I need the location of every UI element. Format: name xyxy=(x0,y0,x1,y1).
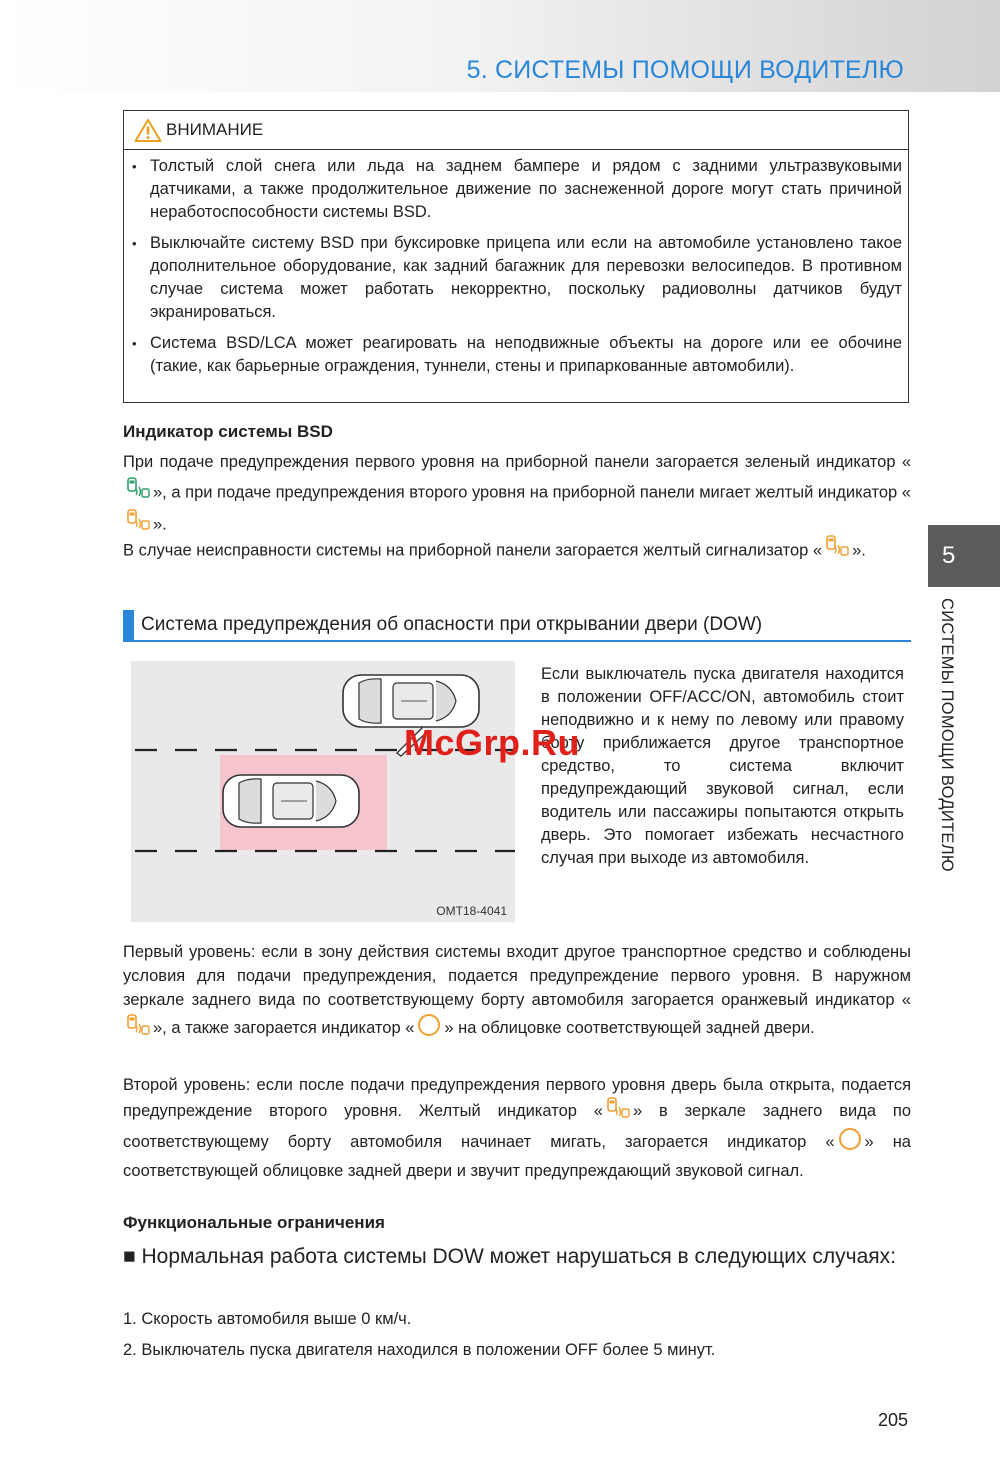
approaching-car xyxy=(223,775,359,827)
dow-section-title xyxy=(123,610,911,642)
page-header xyxy=(0,0,1000,92)
road-diagram xyxy=(131,661,515,922)
level-text: » на соответствующей облицовке задней двери и звучит предупреждающий звуковой сигнал. xyxy=(123,1132,911,1180)
bsd-text: При подаче предупреждения первого уровня на приборной панели загорается зеленый индикатор « xyxy=(123,453,911,471)
door-ring-indicator-icon xyxy=(416,1012,442,1045)
limit-item: 1. Скорость автомобиля выше 0 км/ч. xyxy=(123,1310,412,1328)
door-ring-indicator-icon xyxy=(837,1126,863,1159)
bsd-green-indicator-icon xyxy=(125,477,151,509)
level-text: » в зеркале заднего вида по соответствующему борту автомобиля начинает мигать, загорается индикатор « xyxy=(123,1101,911,1151)
chapter-title: 5. СИСТЕМЫ ПОМОЩИ ВОДИТЕЛЮ xyxy=(466,56,904,84)
bsd-malfunction-indicator-icon xyxy=(824,535,850,567)
bsd-text: ». xyxy=(852,541,866,560)
figure-code: OMT18-4041 xyxy=(436,904,507,918)
bsd-text: В случае неисправности системы на приборной панели загорается желтый сигнализатор « xyxy=(123,541,823,560)
warning-list xyxy=(124,150,908,378)
warning-item: • Система BSD/LCA может реагировать на неподвижные объекты на дороге или ее обочине (такие, как барьерные ограждения, туннели, стены и припаркованные автомобили). xyxy=(150,332,902,378)
section-accent-bar xyxy=(123,610,134,640)
warning-box xyxy=(123,110,909,403)
chapter-tab xyxy=(928,525,1000,587)
level-text: Второй уровень: если после подачи предупреждения первого уровня дверь была открыта, подается предупреждение второго уровня. Желтый индикатор « xyxy=(123,1076,911,1120)
warning-triangle-icon xyxy=(134,118,162,143)
warning-header xyxy=(124,111,908,150)
watermark: McGrp.Ru xyxy=(404,722,581,763)
dow-illustration xyxy=(131,661,515,922)
bsd-paragraph-1 xyxy=(123,448,911,541)
chapter-tab-label: СИСТЕМЫ ПОМОЩИ ВОДИТЕЛЮ xyxy=(938,598,956,872)
warning-item: • Выключайте систему BSD при буксировке прицепа или если на автомобиле установлено такое дополнительное оборудование, как задний багажник для перевозки велосипедов. В противном случае система может работать некорректно, поскольку радиоволны датчиков будут экранироваться. xyxy=(150,232,902,324)
limits-subheading: ■ Нормальная работа системы DOW может нарушаться в следующих случаях: xyxy=(123,1245,896,1268)
bsd-heading: Индикатор системы BSD xyxy=(123,422,333,441)
dow-level-1 xyxy=(123,940,911,1045)
chapter-tab-number: 5 xyxy=(942,542,956,569)
mirror-yellow-indicator-icon xyxy=(605,1097,631,1126)
dow-level-2 xyxy=(123,1073,911,1183)
level-text: » на облицовке соответствующей задней двери. xyxy=(444,1018,815,1037)
dow-title-text: Система предупреждения об опасности при открывании двери (DOW) xyxy=(141,614,763,635)
bsd-text: », а при подаче предупреждения второго уровня на приборной панели мигает желтый индикатор « xyxy=(153,483,911,502)
warning-title: ВНИМАНИЕ xyxy=(166,120,264,139)
page-number: 205 xyxy=(878,1410,909,1430)
mirror-orange-indicator-icon xyxy=(125,1014,151,1043)
limit-item: 2. Выключатель пуска двигателя находился в положении OFF более 5 минут. xyxy=(123,1341,716,1359)
bsd-paragraph-2 xyxy=(123,535,911,567)
dow-description: Если выключатель пуска двигателя находится в положении OFF/ACC/ON, автомобиль стоит неподвижно и к нему по левому или правому борту приближается другое транспортное средство, то система включит предупреждающий звуковой сигнал, если водитель или пассажиры попытаются открыть дверь. Это помогает избежать несчастного случая при выходе из автомобиля. xyxy=(541,665,904,867)
warning-item: • Толстый слой снега или льда на заднем бампере и рядом с задними ультразвуковыми датчиками, а также продолжительное движение по заснеженной дороге могут стать причиной неработоспособности системы BSD. xyxy=(150,155,902,224)
limits-heading: Функциональные ограничения xyxy=(123,1213,385,1232)
level-text: Первый уровень: если в зону действия системы входит другое транспортное средство и соблюдены условия для подачи предупреждения, подается предупреждение первого уровня. В наружном зеркале заднего вида по соответствующему борту автомобиля загорается оранжевый индикатор « xyxy=(123,943,911,1009)
level-text: », а также загорается индикатор « xyxy=(153,1018,415,1037)
bsd-text: ». xyxy=(153,515,167,534)
